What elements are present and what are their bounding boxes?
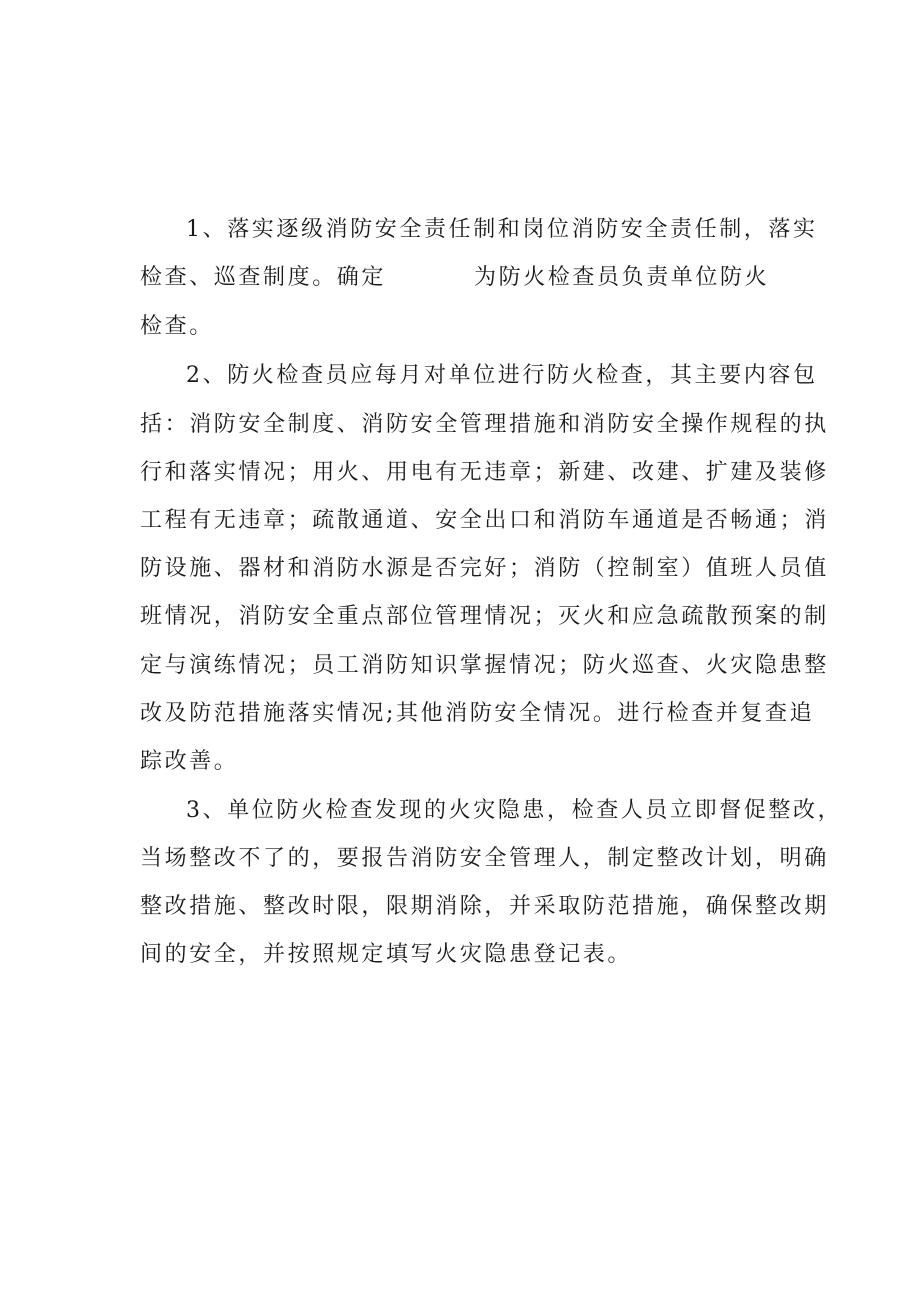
paragraph-3-line-1: 3、单位防火检查发现的火灾隐患，检查人员立即督促整改， — [186, 798, 843, 823]
paragraph-2-line-3: 行和落实情况；用火、用电有无违章；新建、改建、扩建及装修 — [140, 460, 829, 485]
paragraph-2-line-2: 括：消防安全制度、消防安全管理措施和消防安全操作规程的执 — [140, 412, 829, 437]
paragraph-2-line-8: 改及防范措施落实情况;其他消防安全情况。进行检查并复查追 — [140, 701, 815, 726]
paragraph-2-line-4: 工程有无违章；疏散通道、安全出口和消防车通道是否畅通；消 — [140, 508, 829, 533]
paragraph-2-line-1: 2、防火检查员应每月对单位进行防火检查，其主要内容包 — [186, 363, 818, 388]
paragraph-1-line-3: 检查。 — [140, 314, 214, 339]
paragraph-1-line-2: 检查、巡查制度。确定 — [140, 265, 387, 290]
paragraph-1-line-2-continued: 为防火检查员负责单位防火 — [474, 265, 770, 290]
paragraph-2-line-6: 班情况，消防安全重点部位管理情况；灭火和应急疏散预案的制 — [140, 604, 829, 629]
paragraph-2-line-7: 定与演练情况；员工消防知识掌握情况；防火巡查、火灾隐患整 — [140, 653, 829, 678]
paragraph-2-line-9: 踪改善。 — [140, 749, 239, 774]
paragraph-3-line-4: 间的安全，并按照规定填写火灾隐患登记表。 — [140, 942, 633, 967]
paragraph-2-line-5: 防设施、器材和消防水源是否完好；消防（控制室）值班人员值 — [140, 556, 829, 581]
paragraph-1-line-1: 1、落实逐级消防安全责任制和岗位消防安全责任制，落实 — [186, 217, 818, 242]
paragraph-3-line-2: 当场整改不了的，要报告消防安全管理人，制定整改计划，明确 — [140, 846, 829, 871]
paragraph-3-line-3: 整改措施、整改时限，限期消除，并采取防范措施，确保整改期 — [140, 894, 829, 919]
